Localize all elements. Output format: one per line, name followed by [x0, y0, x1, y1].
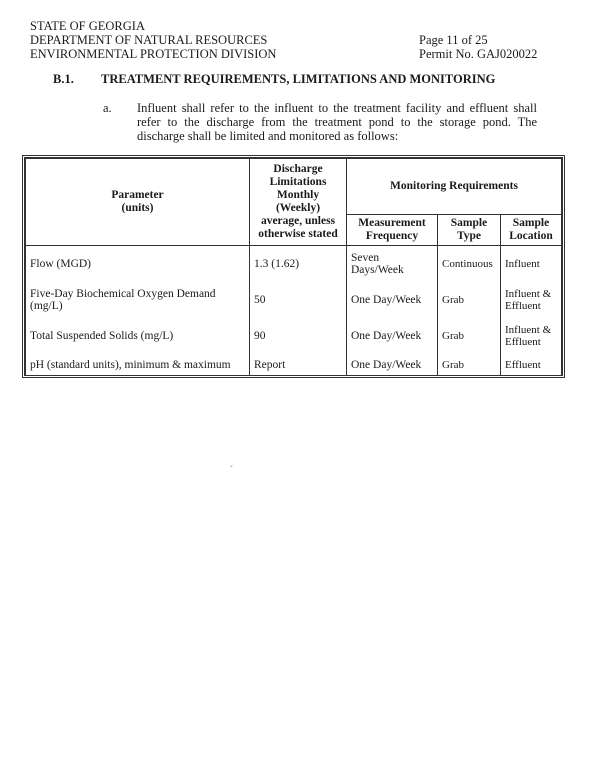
paragraph-letter: a. [103, 101, 112, 115]
header-measurement-frequency: Measurement Frequency [347, 215, 438, 246]
cell-sample-location: Influent & Effluent [501, 282, 562, 318]
table-row [26, 354, 562, 375]
cell-sample-location: Influent [501, 246, 562, 283]
section-title: TREATMENT REQUIREMENTS, LIMITATIONS AND MONITORING [101, 72, 496, 86]
cell-sample-location: Influent & Effluent [501, 318, 562, 354]
cell-sample-type: Grab [438, 354, 501, 375]
agency-header [30, 19, 276, 61]
header-monitoring-requirements: Monitoring Requirements [347, 159, 562, 215]
page-number: Page 11 of 25 [419, 33, 488, 47]
agency-line-department: DEPARTMENT OF NATURAL RESOURCES [30, 33, 268, 47]
table-row [26, 318, 562, 354]
section-number: B.1. [53, 72, 74, 86]
agency-line-state: STATE OF GEORGIA [30, 19, 145, 33]
cell-limit: 50 [250, 282, 347, 318]
table-row [26, 282, 562, 318]
cell-sample-location: Effluent [501, 354, 562, 375]
cell-frequency: One Day/Week [347, 318, 438, 354]
cell-frequency: One Day/Week [347, 282, 438, 318]
cell-parameter: pH (standard units), minimum & maximum [26, 354, 250, 375]
cell-sample-type: Grab [438, 282, 501, 318]
cell-parameter: Flow (MGD) [26, 246, 250, 283]
cell-sample-type: Continuous [438, 246, 501, 283]
header-discharge-limitations: Discharge Limitations Monthly (Weekly) average, unless otherwise stated [250, 159, 347, 246]
permit-number: Permit No. GAJ020022 [419, 47, 538, 61]
requirements-table [25, 158, 562, 375]
cell-limit: Report [250, 354, 347, 375]
cell-sample-type: Grab [438, 318, 501, 354]
cell-frequency: Seven Days/Week [347, 246, 438, 283]
cell-limit: 1.3 (1.62) [250, 246, 347, 283]
table-row [26, 246, 562, 283]
section-heading [53, 72, 495, 87]
stray-mark: ˘ [230, 464, 233, 473]
requirements-table-frame [22, 155, 565, 378]
page-info [419, 33, 537, 61]
cell-limit: 90 [250, 318, 347, 354]
cell-frequency: One Day/Week [347, 354, 438, 375]
agency-line-division: ENVIRONMENTAL PROTECTION DIVISION [30, 47, 277, 61]
cell-parameter: Five-Day Biochemical Oxygen Demand (mg/L) [26, 282, 250, 318]
cell-parameter: Total Suspended Solids (mg/L) [26, 318, 250, 354]
header-sample-location: Sample Location [501, 215, 562, 246]
header-parameter: Parameter (units) [26, 159, 250, 246]
paragraph-text: Influent shall refer to the influent to the treatment facility and effluent shall refer to the discharge from the treatment pond to the storage pond. The discharge shall be limited and monitored as follows: [137, 101, 537, 143]
header-sample-type: Sample Type [438, 215, 501, 246]
